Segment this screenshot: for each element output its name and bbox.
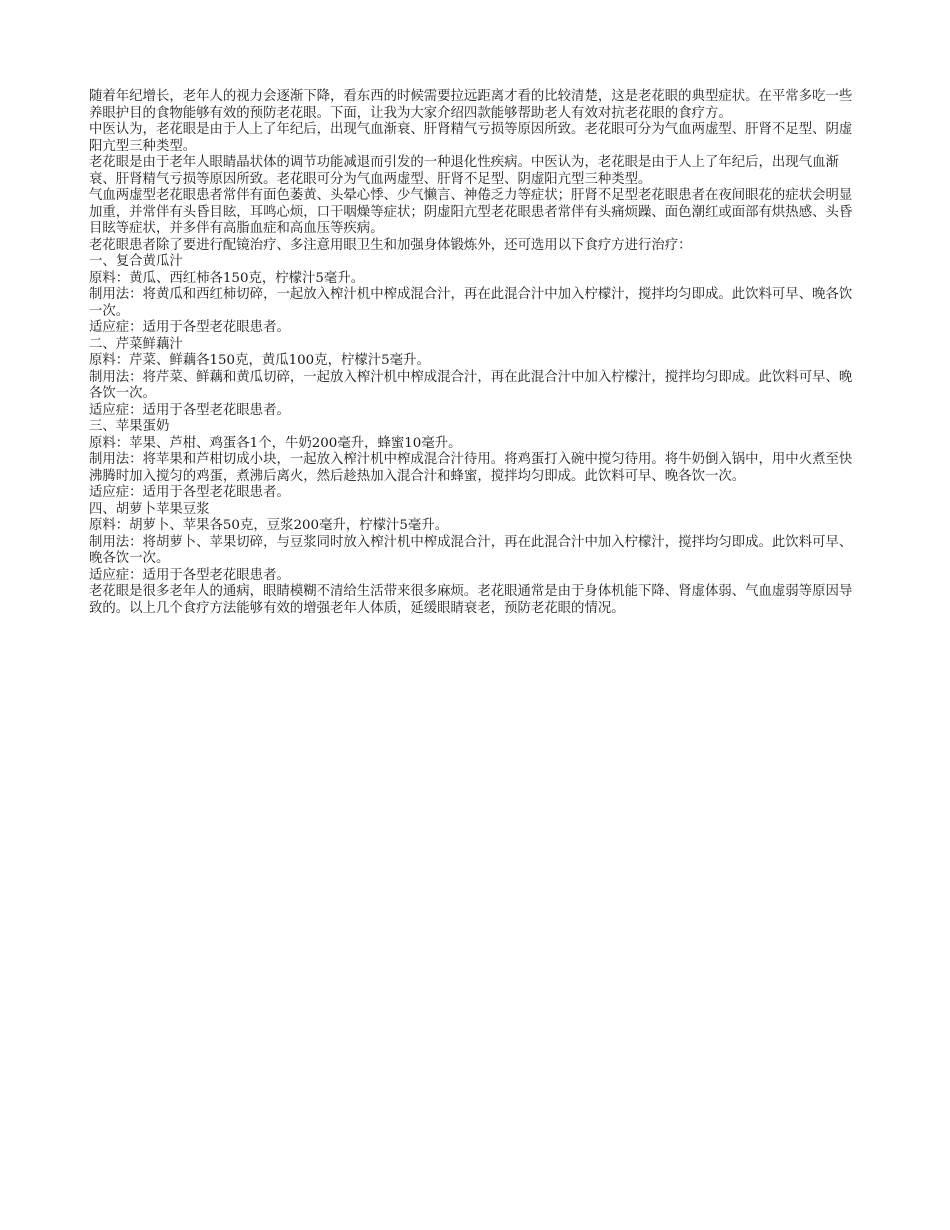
recipe-4-heading: 四、胡萝卜苹果豆浆 [89,501,210,517]
document-body [89,89,861,617]
recipe-3-indication: 适应症：适用于各型老花眼患者。 [89,485,290,500]
recipe-3-ingredients: 原料：苹果、芦柑、鸡蛋各1个，牛奶200毫升，蜂蜜10毫升。 [89,435,462,451]
recipe-3-heading: 三、苹果蛋奶 [89,419,170,434]
treatment-intro-paragraph: 老花眼患者除了要进行配镜治疗、多注意用眼卫生和加强身体锻炼外，还可选用以下食疗方进行治疗： [89,237,692,253]
recipe-4-indication: 适应症：适用于各型老花眼患者。 [89,567,290,583]
symptom-types-paragraph: 气血两虚型老花眼患者常伴有面色萎黄、头晕心悸、少气懒言、神倦乏力等症状；肝肾不足型老花眼患者在夜间眼花的症状会明显加重，并常伴有头昏目眩，耳鸣心烦，口干咽燥等症状；阴虚阳亢型老花眼患者常伴有头痛烦躁、面色潮红或面部有烘热感、头昏目眩等症状，并多伴有高脂血症和高血压等疾病。 [89,188,853,236]
recipe-4-method: 制用法：将胡萝卜、苹果切碎，与豆浆同时放入榨汁机中榨成混合汁，再在此混合汁中加入柠檬汁，搅拌均匀即成。此饮料可早、晚各饮一次。 [89,534,853,566]
recipe-1-ingredients: 原料：黄瓜、西红柿各150克，柠檬汁5毫升。 [89,270,365,286]
recipe-3-method: 制用法：将苹果和芦柑切成小块，一起放入榨汁机中榨成混合汁待用。将鸡蛋打入碗中搅匀待用。将牛奶倒入锅中，用中火煮至快沸腾时加入搅匀的鸡蛋，煮沸后离火，然后趁热加入混合汁和蜂蜜，搅拌均匀即成。此饮料可早、晚各饮一次。 [89,452,853,484]
intro-paragraph: 随着年纪增长，老年人的视力会逐渐下降，看东西的时候需要拉远距离才看的比较清楚，这是老花眼的典型症状。在平常多吃一些养眼护目的食物能够有效的预防老花眼。下面，让我为大家介绍四款能够帮助老人有效对抗老花眼的食疗方。 [89,89,853,121]
tcm-cause-paragraph: 中医认为，老花眼是由于人上了年纪后，出现气血渐衰、肝肾精气亏损等原因所致。老花眼可分为气血两虚型、肝肾不足型、阴虚阳亢型三种类型。 [89,122,853,154]
recipe-1-indication: 适应症：适用于各型老花眼患者。 [89,320,290,335]
recipe-1-method: 制用法：将黄瓜和西红柿切碎，一起放入榨汁机中榨成混合汁，再在此混合汁中加入柠檬汁，搅拌均匀即成。此饮料可早、晚各饮一次。 [89,287,853,319]
recipe-2-ingredients: 原料：芹菜、鲜藕各150克，黄瓜100克，柠檬汁5毫升。 [89,353,430,368]
conclusion-paragraph: 老花眼是很多老年人的通病，眼睛模糊不清给生活带来很多麻烦。老花眼通常是由于身体机能下降、肾虚体弱、气血虚弱等原因导致的。以上几个食疗方法能够有效的增强老年人体质，延缓眼睛衰老，预防老花眼的情况。 [89,584,853,616]
recipe-2-indication: 适应症：适用于各型老花眼患者。 [89,402,290,418]
recipe-1-heading: 一、复合黄瓜汁 [89,254,183,269]
recipe-2-heading: 二、芹菜鲜藕汁 [89,336,183,352]
disease-description-paragraph: 老花眼是由于老年人眼睛晶状体的调节功能减退而引发的一种退化性疾病。中医认为，老花眼是由于人上了年纪后，出现气血渐衰、肝肾精气亏损等原因所致。老花眼可分为气血两虚型、肝肾不足型、阴虚阳亢型三种类型。 [89,155,839,187]
recipe-2-method: 制用法：将芹菜、鲜藕和黄瓜切碎，一起放入榨汁机中榨成混合汁，再在此混合汁中加入柠檬汁，搅拌均匀即成。此饮料可早、晚各饮一次。 [89,369,853,401]
recipe-4-ingredients: 原料：胡萝卜、苹果各50克，豆浆200毫升，柠檬汁5毫升。 [89,518,449,533]
